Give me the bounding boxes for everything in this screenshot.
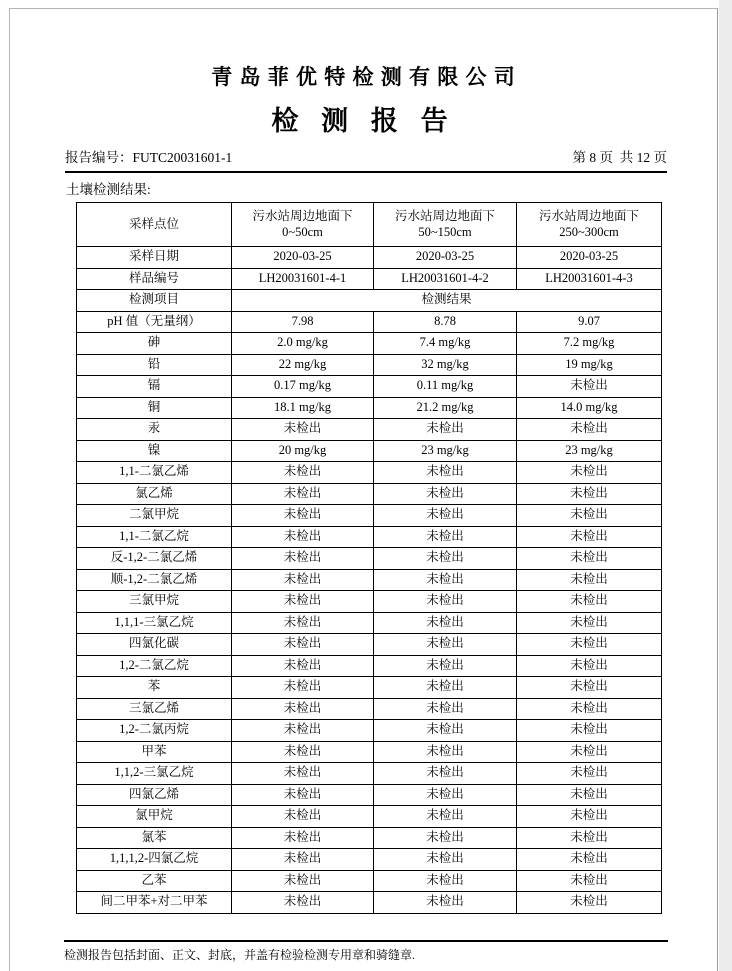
parameter-name: 镉 [77, 376, 232, 398]
result-value: 未检出 [517, 526, 662, 548]
sample-id-cell: LH20031601-4-3 [517, 268, 662, 290]
result-value: 未检出 [517, 655, 662, 677]
table-row [77, 677, 662, 699]
table-row [77, 483, 662, 505]
result-value: 未检出 [374, 526, 517, 548]
table-row [77, 462, 662, 484]
result-value: 未检出 [517, 698, 662, 720]
sampling-point-line2: 0~50cm [282, 224, 323, 239]
project-header-label: 检测项目 [77, 290, 232, 312]
result-value: 未检出 [517, 569, 662, 591]
result-value: 7.98 [232, 311, 374, 333]
table-row [77, 548, 662, 570]
result-value: 未检出 [374, 612, 517, 634]
result-value: 未检出 [232, 483, 374, 505]
parameter-name: 四氯化碳 [77, 634, 232, 656]
result-value: 未检出 [232, 892, 374, 914]
parameter-name: 1,1,2-三氯乙烷 [77, 763, 232, 785]
sampling-point-line2: 50~150cm [418, 224, 472, 239]
result-value: 19 mg/kg [517, 354, 662, 376]
sampling-date-cell: 2020-03-25 [232, 247, 374, 269]
result-value: 14.0 mg/kg [517, 397, 662, 419]
result-value: 未检出 [517, 892, 662, 914]
table-row [77, 634, 662, 656]
result-value: 未检出 [517, 677, 662, 699]
result-value: 未检出 [374, 741, 517, 763]
result-value: 未检出 [232, 720, 374, 742]
page-footer [64, 940, 668, 963]
result-value: 未检出 [517, 505, 662, 527]
table-row [77, 333, 662, 355]
report-page [9, 8, 718, 971]
result-value: 未检出 [374, 870, 517, 892]
table-row-sampling-point [77, 203, 662, 247]
result-header-label: 检测结果 [232, 290, 662, 312]
result-value: 未检出 [232, 634, 374, 656]
page-edge-strip [719, 0, 732, 971]
result-value: 21.2 mg/kg [374, 397, 517, 419]
table-row [77, 806, 662, 828]
result-value: 未检出 [374, 569, 517, 591]
sampling-point-line1: 污水站周边地面下 [394, 208, 495, 223]
result-value: 未检出 [232, 784, 374, 806]
parameter-name: 反-1,2-二氯乙烯 [77, 548, 232, 570]
results-table [76, 202, 662, 914]
result-value: 0.17 mg/kg [232, 376, 374, 398]
result-value: 未检出 [374, 655, 517, 677]
result-value: 未检出 [517, 419, 662, 441]
header-divider [65, 171, 667, 173]
result-value: 0.11 mg/kg [374, 376, 517, 398]
result-value: 23 mg/kg [517, 440, 662, 462]
report-meta [65, 146, 667, 166]
result-value: 未检出 [517, 806, 662, 828]
company-name: 青 岛 菲 优 特 检 测 有 限 公 司 [211, 65, 516, 89]
table-row [77, 526, 662, 548]
result-value: 未检出 [374, 505, 517, 527]
parameter-name: 氯乙烯 [77, 483, 232, 505]
parameter-name: 1,2-二氯丙烷 [77, 720, 232, 742]
row-label: 采样点位 [77, 203, 232, 247]
result-value: 9.07 [517, 311, 662, 333]
sampling-point-cell [232, 203, 374, 247]
result-value: 未检出 [232, 655, 374, 677]
result-value: 未检出 [517, 376, 662, 398]
result-value: 未检出 [232, 870, 374, 892]
result-value: 未检出 [374, 419, 517, 441]
sampling-point-cell [517, 203, 662, 247]
parameter-name: 1,1,1,2-四氯乙烷 [77, 849, 232, 871]
table-row [77, 849, 662, 871]
parameter-name: 三氯甲烷 [77, 591, 232, 613]
sampling-point-line1: 污水站周边地面下 [252, 208, 353, 223]
table-row [77, 376, 662, 398]
table-row [77, 892, 662, 914]
table-row [77, 591, 662, 613]
result-value: 未检出 [232, 419, 374, 441]
result-value: 未检出 [374, 784, 517, 806]
parameter-name: 顺-1,2-二氯乙烯 [77, 569, 232, 591]
table-row [77, 870, 662, 892]
sampling-point-cell [374, 203, 517, 247]
result-value: 未检出 [517, 870, 662, 892]
result-value: 未检出 [374, 548, 517, 570]
section-title: 土壤检测结果: [66, 182, 151, 197]
result-value: 8.78 [374, 311, 517, 333]
result-value: 未检出 [374, 462, 517, 484]
result-value: 未检出 [517, 849, 662, 871]
table-row [77, 827, 662, 849]
sampling-date-cell: 2020-03-25 [517, 247, 662, 269]
parameter-name: 1,2-二氯乙烷 [77, 655, 232, 677]
result-value: 未检出 [517, 612, 662, 634]
result-value: 23 mg/kg [374, 440, 517, 462]
table-row [77, 311, 662, 333]
result-value: 未检出 [517, 720, 662, 742]
result-value: 未检出 [232, 806, 374, 828]
sample-id-cell: LH20031601-4-2 [374, 268, 517, 290]
result-value: 未检出 [232, 462, 374, 484]
result-value: 未检出 [232, 763, 374, 785]
parameter-name: pH 值（无量纲） [77, 311, 232, 333]
report-number-label: 报告编号： [65, 150, 133, 165]
result-value: 18.1 mg/kg [232, 397, 374, 419]
report-number [65, 146, 232, 166]
parameter-name: 甲苯 [77, 741, 232, 763]
table-row [77, 720, 662, 742]
parameter-name: 乙苯 [77, 870, 232, 892]
sampling-point-line1: 污水站周边地面下 [538, 208, 639, 223]
result-value: 未检出 [374, 591, 517, 613]
table-row [77, 655, 662, 677]
result-value: 7.4 mg/kg [374, 333, 517, 355]
parameter-name: 四氯乙烯 [77, 784, 232, 806]
result-value: 未检出 [232, 698, 374, 720]
result-value: 未检出 [374, 634, 517, 656]
result-value: 未检出 [232, 526, 374, 548]
parameter-name: 氯苯 [77, 827, 232, 849]
parameter-name: 二氯甲烷 [77, 505, 232, 527]
table-row [77, 354, 662, 376]
parameter-name: 氯甲烷 [77, 806, 232, 828]
result-value: 未检出 [517, 763, 662, 785]
footer-note: 检测报告包括封面、正文、封底，并盖有检验检测专用章和骑缝章. [64, 948, 416, 962]
result-value: 未检出 [232, 505, 374, 527]
result-value: 未检出 [517, 591, 662, 613]
parameter-name: 砷 [77, 333, 232, 355]
report-number-value: FUTC20031601-1 [132, 150, 233, 165]
parameter-name: 1,1-二氯乙烯 [77, 462, 232, 484]
result-value: 未检出 [232, 827, 374, 849]
report-title: 检 测 报 告 [271, 106, 456, 136]
row-label: 采样日期 [77, 247, 232, 269]
results-body [77, 311, 662, 913]
result-value: 未检出 [232, 741, 374, 763]
parameter-name: 镍 [77, 440, 232, 462]
result-value: 未检出 [517, 483, 662, 505]
table-row [77, 505, 662, 527]
parameter-name: 铅 [77, 354, 232, 376]
result-value: 未检出 [232, 569, 374, 591]
result-value: 未检出 [374, 763, 517, 785]
result-value: 未检出 [232, 591, 374, 613]
result-value: 未检出 [374, 892, 517, 914]
table-row [77, 569, 662, 591]
footer-divider [64, 940, 668, 942]
row-label: 样品编号 [77, 268, 232, 290]
page-indicator: 第 8 页 共 12 页 [572, 150, 667, 165]
sampling-point-line2: 250~300cm [559, 224, 619, 239]
result-value: 未检出 [517, 462, 662, 484]
table-row [77, 698, 662, 720]
table-row-sampling-date [77, 247, 662, 269]
result-value: 32 mg/kg [374, 354, 517, 376]
sample-id-cell: LH20031601-4-1 [232, 268, 374, 290]
table-row [77, 397, 662, 419]
result-value: 未检出 [374, 827, 517, 849]
table-row-project-header [77, 290, 662, 312]
table-row [77, 763, 662, 785]
table-row [77, 440, 662, 462]
result-value: 未检出 [517, 784, 662, 806]
result-value: 20 mg/kg [232, 440, 374, 462]
result-value: 未检出 [374, 698, 517, 720]
result-value: 未检出 [374, 483, 517, 505]
info-rows [77, 203, 662, 312]
table-row-sample-id [77, 268, 662, 290]
result-value: 未检出 [232, 548, 374, 570]
parameter-name: 三氯乙烯 [77, 698, 232, 720]
result-value: 未检出 [232, 849, 374, 871]
parameter-name: 苯 [77, 677, 232, 699]
result-value: 未检出 [232, 612, 374, 634]
result-value: 2.0 mg/kg [232, 333, 374, 355]
result-value: 22 mg/kg [232, 354, 374, 376]
table-row [77, 784, 662, 806]
table-row [77, 741, 662, 763]
result-value: 未检出 [517, 741, 662, 763]
result-value: 未检出 [517, 634, 662, 656]
parameter-name: 铜 [77, 397, 232, 419]
result-value: 7.2 mg/kg [517, 333, 662, 355]
parameter-name: 1,1,1-三氯乙烷 [77, 612, 232, 634]
sampling-date-cell: 2020-03-25 [374, 247, 517, 269]
result-value: 未检出 [374, 677, 517, 699]
result-value: 未检出 [374, 806, 517, 828]
table-row [77, 419, 662, 441]
table-row [77, 612, 662, 634]
result-value: 未检出 [517, 548, 662, 570]
result-value: 未检出 [232, 677, 374, 699]
result-value: 未检出 [517, 827, 662, 849]
parameter-name: 1,1-二氯乙烷 [77, 526, 232, 548]
parameter-name: 间二甲苯+对二甲苯 [77, 892, 232, 914]
result-value: 未检出 [374, 720, 517, 742]
parameter-name: 汞 [77, 419, 232, 441]
result-value: 未检出 [374, 849, 517, 871]
